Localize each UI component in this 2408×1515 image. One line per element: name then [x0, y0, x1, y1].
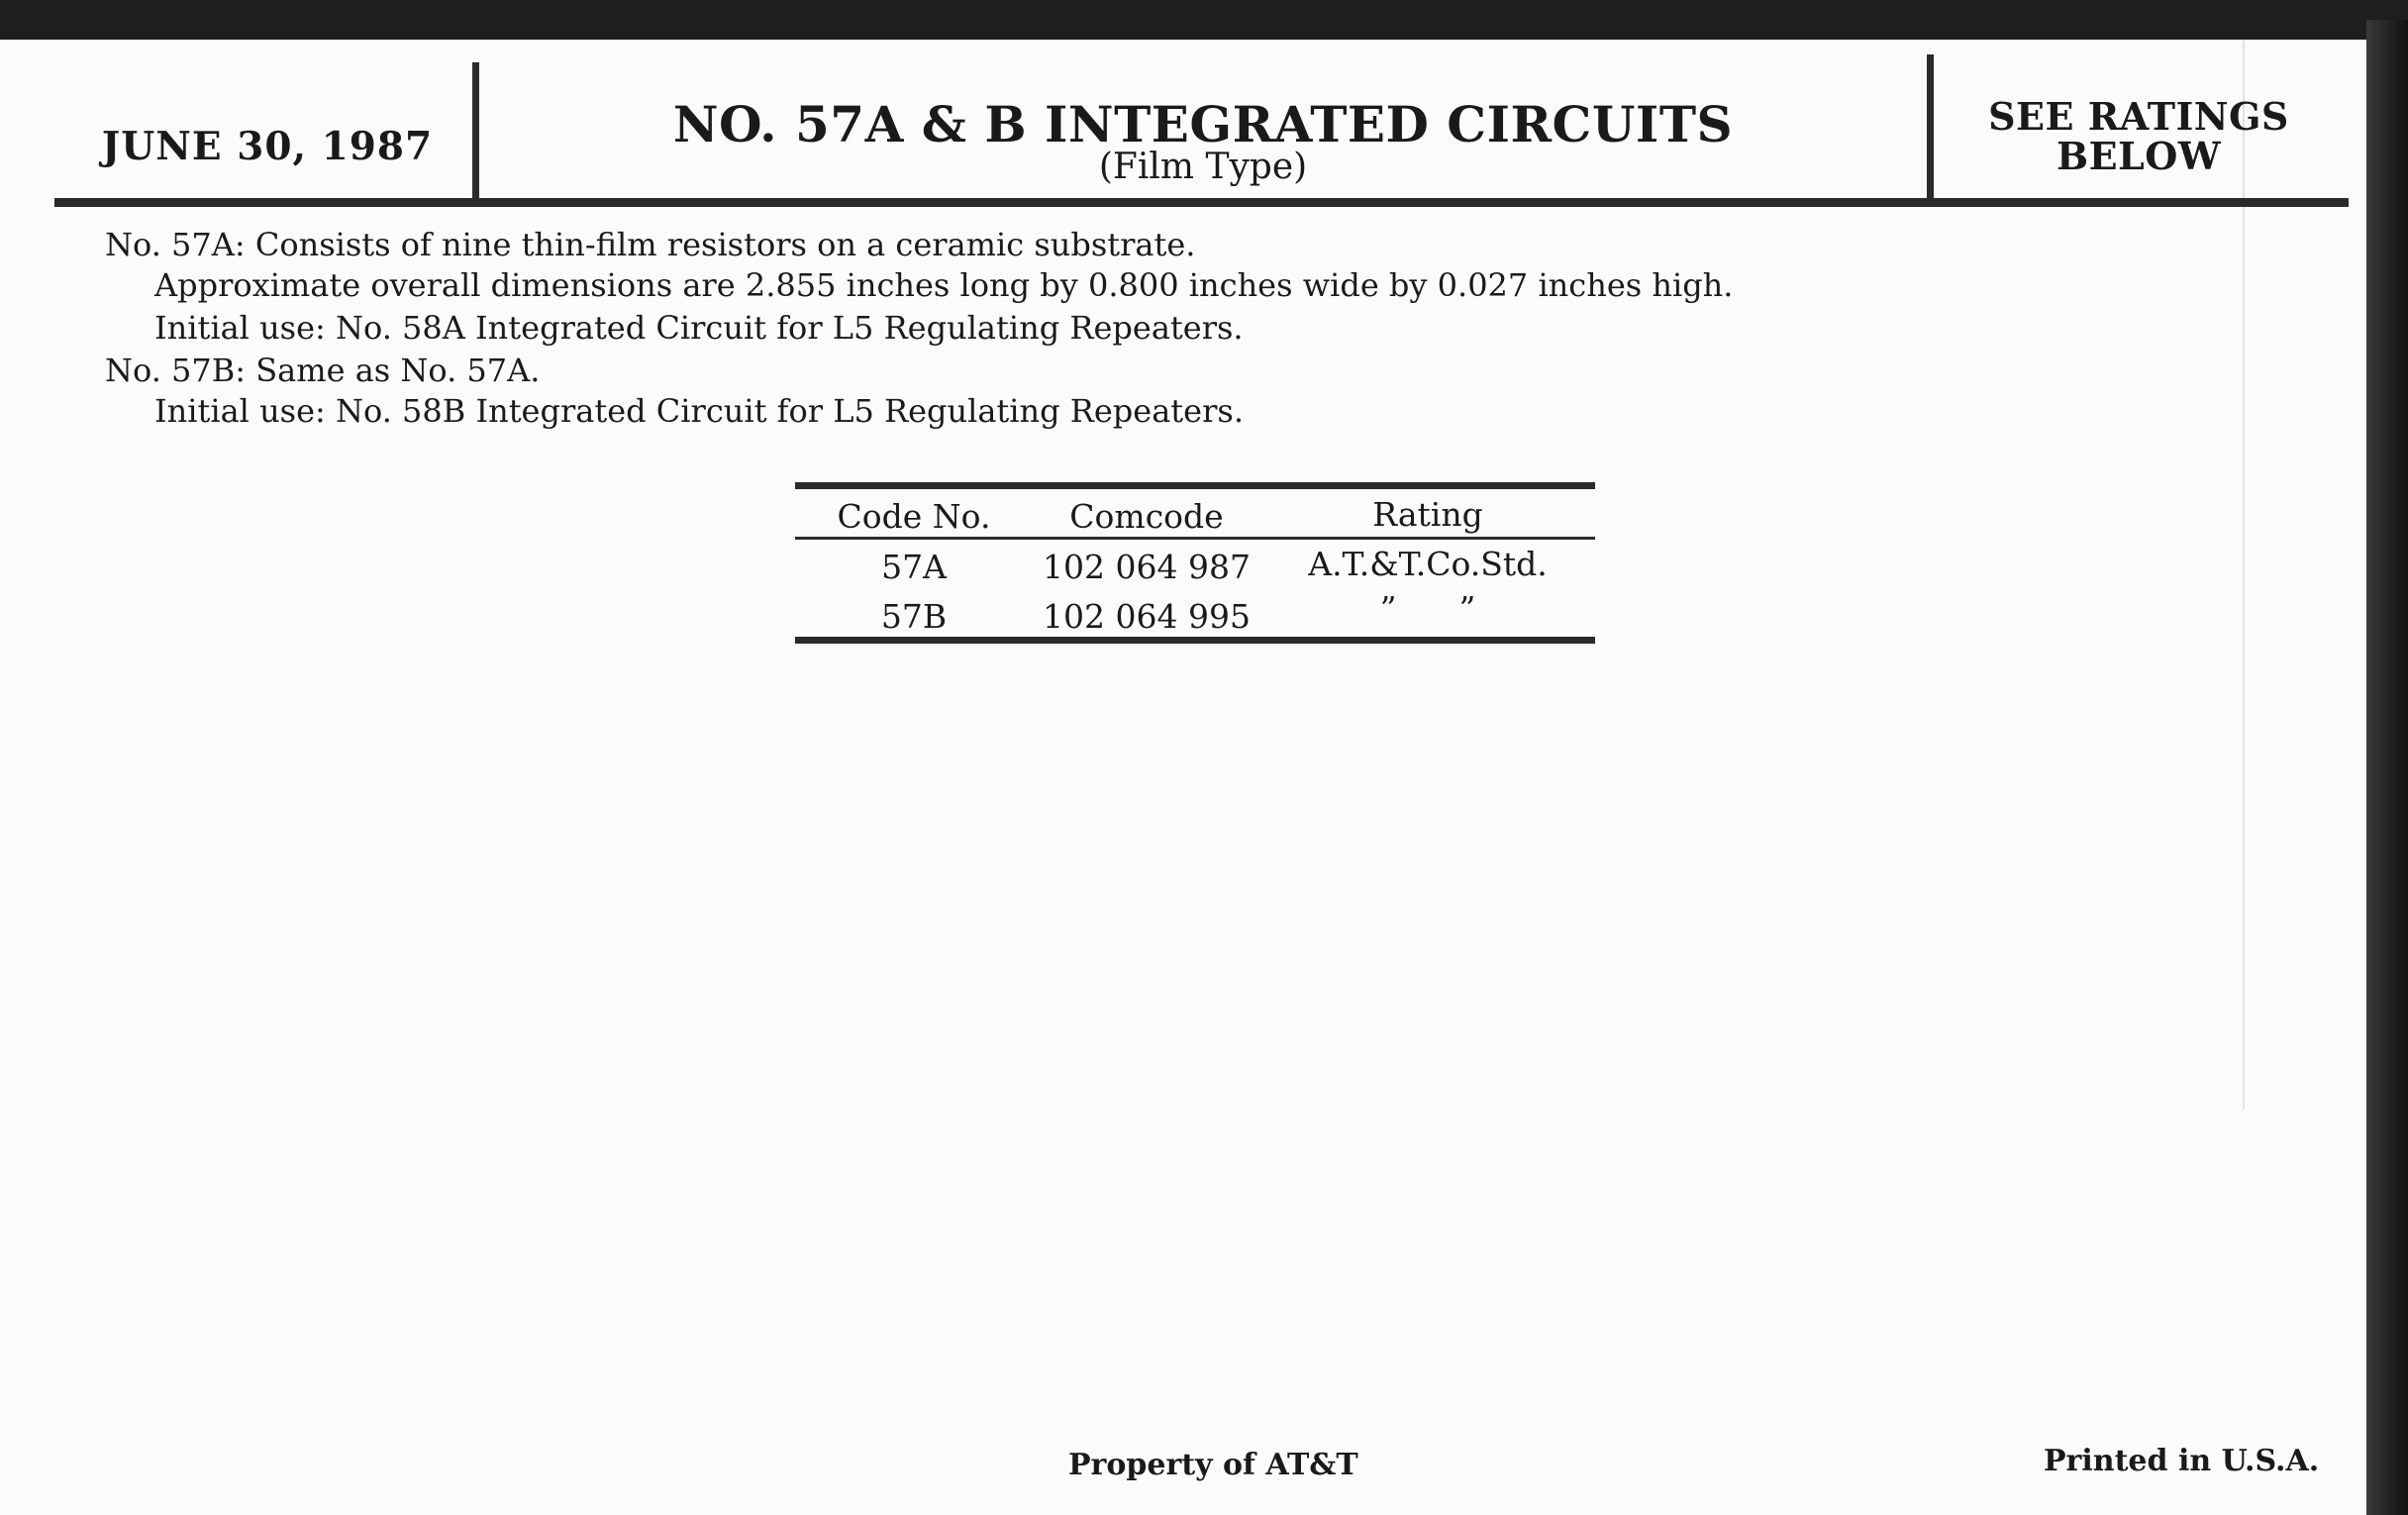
description-line-57a: No. 57A: Consists of nine thin-film resistors on a ceramic substrate.: [105, 226, 1196, 263]
property-notice: Property of AT&T: [1068, 1448, 1358, 1482]
document-subtitle: (Film Type): [1098, 147, 1308, 187]
table-header-rule: [795, 537, 1595, 540]
description-line-dimensions: Approximate overall dimensions are 2.855 inches long by 0.800 inches wide by 0.027 inches high.: [154, 266, 1734, 304]
table-cell-comcode-57b: 102 064 995: [1043, 597, 1251, 636]
table-top-rule: [795, 482, 1595, 489]
table-cell-comcode-57a: 102 064 987: [1043, 548, 1251, 586]
header-divider-left: [472, 62, 479, 207]
ratings-note-line-1: SEE RATINGS: [1988, 94, 2289, 139]
table-cell-rating-57a: A.T.&T.Co.Std.: [1308, 545, 1548, 583]
table-header-code-no: Code No.: [837, 497, 991, 536]
document-title: NO. 57A & B INTEGRATED CIRCUITS: [672, 95, 1734, 153]
description-line-initial-use-57a: Initial use: No. 58A Integrated Circuit for L5 Regulating Repeaters.: [154, 309, 1244, 347]
printed-notice: Printed in U.S.A.: [2044, 1444, 2320, 1478]
table-cell-code-57b: 57B: [880, 597, 948, 636]
table-cell-rating-57b-ditto: ” ”: [1379, 589, 1476, 628]
table-bottom-rule: [795, 637, 1595, 644]
header-rule: [54, 198, 2349, 207]
description-line-initial-use-57b: Initial use: No. 58B Integrated Circuit for L5 Regulating Repeaters.: [154, 392, 1244, 430]
description-line-57b: No. 57B: Same as No. 57A.: [105, 352, 541, 389]
table-header-comcode: Comcode: [1069, 497, 1224, 536]
header-divider-right: [1927, 54, 1934, 205]
ratings-note: [1941, 94, 2337, 178]
document-date: JUNE 30, 1987: [101, 124, 434, 169]
card-edge-shadow: [2366, 20, 2408, 1515]
table-header-rating: Rating: [1372, 495, 1483, 534]
table-cell-code-57a: 57A: [881, 548, 947, 586]
ratings-note-line-2: BELOW: [2056, 134, 2222, 178]
